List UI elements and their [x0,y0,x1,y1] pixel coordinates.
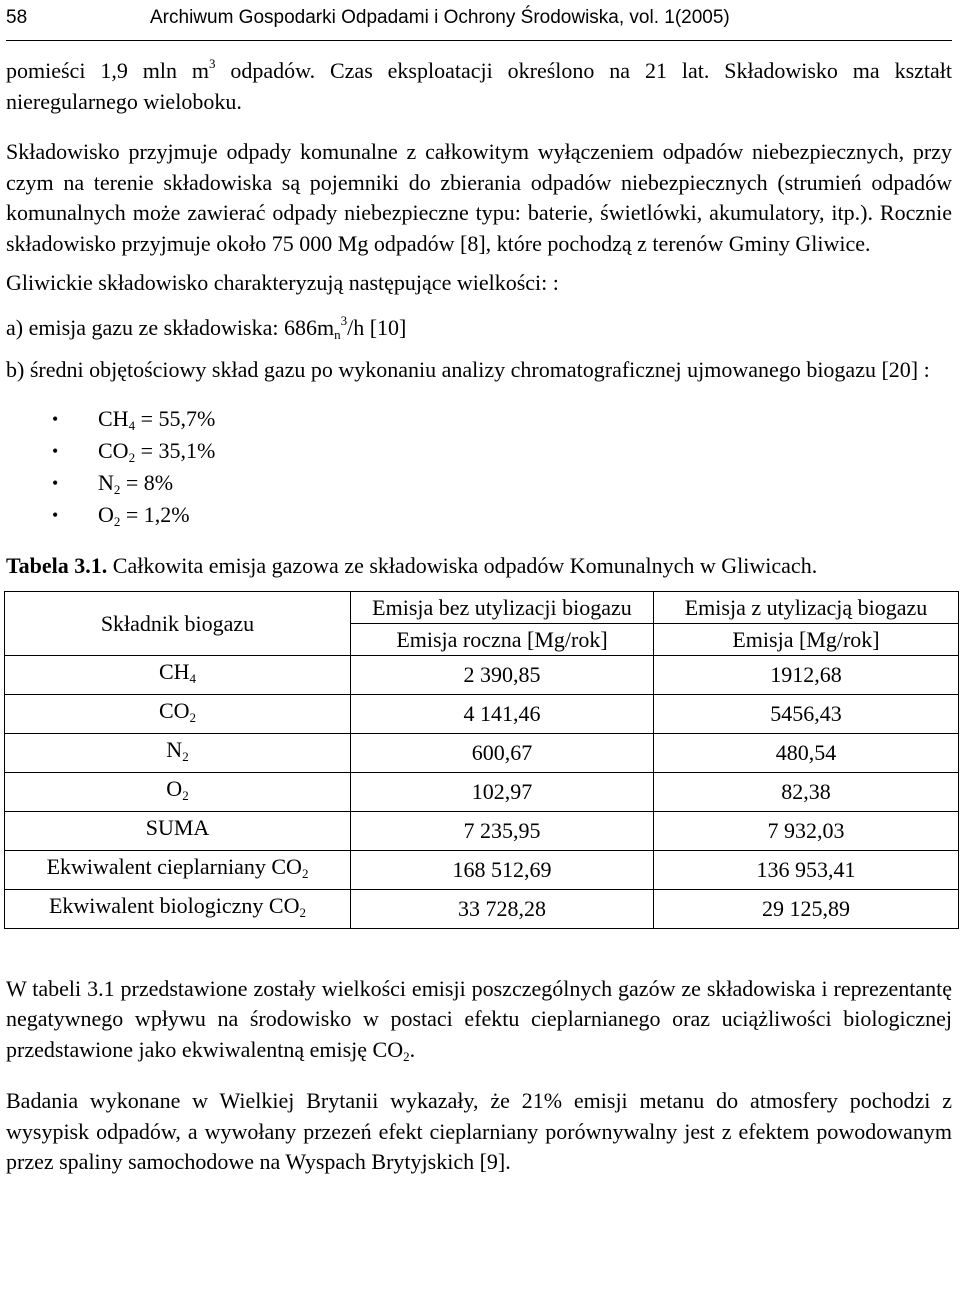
table-cell-value: 2 390,85 [351,655,654,694]
page-number: 58 [6,7,28,28]
table-cell-component: SUMA [5,811,351,850]
column-header-with-utilization: Emisja z utylizacją biogazu [654,591,959,623]
bullet-icon: • [52,472,59,493]
list-item: • $CH_4 = 55,7\%$ [6,403,952,435]
table-cell-value: 102,97 [351,772,654,811]
bullet-icon: • [52,408,59,429]
column-header-component: Składnik biogazu [5,591,351,655]
table-row [5,811,959,850]
table-row [5,772,959,811]
gas-composition-list [6,403,952,531]
column-header-no-utilization: Emisja bez utylizacji biogazu [351,591,654,623]
table-cell-value: 33 728,28 [351,889,654,928]
table-cell-component: Ekwiwalent biologiczny $CO_2$ [5,889,351,928]
emission-table [4,591,959,929]
table-cell-component: Ekwiwalent cieplarniany $CO_2$ [5,850,351,889]
list-item: • $O_2 = 1,2\%$ [6,499,952,531]
table-cell-value: 7 235,95 [351,811,654,850]
list-item: • $N_2 = 8\%$ [6,467,952,499]
table-cell-component: $CO_2$ [5,694,351,733]
document-page [6,0,952,1178]
table-caption: Tabela 3.1. Całkowita emisja gazowa ze składowiska odpadów Komunalnych w Gliwicach. [6,552,818,578]
table-cell-component: $O_2$ [5,772,351,811]
table-cell-component: $CH_4$ [5,655,351,694]
journal-title: Archiwum Gospodarki Odpadami i Ochrony Środowiska, vol. 1(2005) [150,7,730,28]
bullet-icon: • [52,440,59,461]
table-cell-value: 600,67 [351,733,654,772]
table-cell-value: 29 125,89 [654,889,959,928]
bullet-icon: • [52,504,59,525]
table-cell-value: 480,54 [654,733,959,772]
table-cell-value: 5456,43 [654,694,959,733]
table-cell-component: $N_2$ [5,733,351,772]
column-subheader-annual-emission: Emisja roczna [Mg/rok] [351,623,654,655]
table-row [5,850,959,889]
page-header [6,0,952,41]
table-row [5,694,959,733]
table-row [5,655,959,694]
paragraph-characteristics: Gliwickie składowisko charakteryzują następujące wielkości: : [6,270,559,295]
item-gas-composition: b) średni objętościowy skład gazu po wykonaniu analizy chromatograficznej ujmowanego biogazu [20] : [6,357,930,382]
table-cell-value: 7 932,03 [654,811,959,850]
item-gas-emission: a) emisja gazu ze składowiska: $686m_n^3/h$ [10] [6,312,407,342]
table-cell-value: 4 141,46 [351,694,654,733]
paragraph-landfill-capacity: pomieści 1,9 mln $m^3$ odpadów. Czas eksploatacji określono na 21 lat. Składowisko ma kształt nieregularnego wieloboku. [6,56,953,114]
table-row [5,889,959,928]
paragraph-uk-research: Badania wykonane w Wielkiej Brytanii wykazały, że 21% emisji metanu do atmosfery pochodzi z wysypisk odpadów, a wywołany przezeń efekt cieplarniany porównywalny jest z efektem powodowanym przez spaliny samochodowe na Wyspach Brytyjskich [9]. [6,1088,952,1174]
list-item: • $CO_2 = 35,1\%$ [6,435,952,467]
table-row [5,733,959,772]
paragraph-waste-accepted: Składowisko przyjmuje odpady komunalne z całkowitym wyłączeniem odpadów niebezpiecznych, przy czym na terenie składowiska są pojemniki do zbierania odpadów niebezpiecznych (strumień odpadów komunalnych może zawierać odpady niebezpieczne typu: baterie, świetlówki, akumulatory, itp.). Rocznie składowisko przyjmuje około 75 000 Mg odpadów [8], które pochodzą z terenów Gminy Gliwice. [6,139,952,256]
table-cell-value: 136 953,41 [654,850,959,889]
column-subheader-emission: Emisja [Mg/rok] [654,623,959,655]
table-cell-value: 168 512,69 [351,850,654,889]
table-cell-value: 82,38 [654,772,959,811]
paragraph-table-description: W tabeli 3.1 przedstawione zostały wielkości emisji poszczególnych gazów ze składowiska i reprezentantę negatywnego wpływu na środowisko w postaci efektu cieplarnianego oraz uciążliwości biologicznej przedstawione jako ekwiwalentną emisję $CO_2$. [6,975,952,1064]
table-cell-value: 1912,68 [654,655,959,694]
